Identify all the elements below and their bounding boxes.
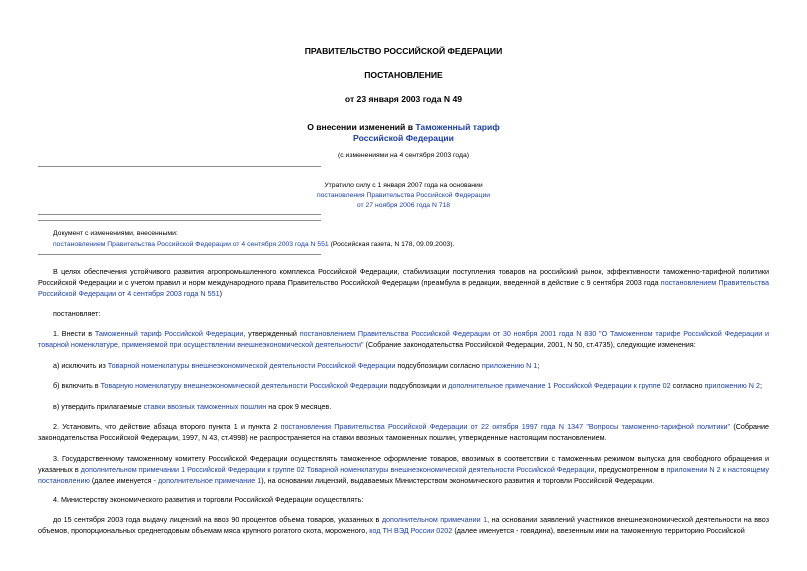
item-2-paragraph: 2. Установить, что действие абзаца второго пункта 1 и пункта 2 постановления Правительства Российской Федерации от 22 октября 1997 года N 1347 "Вопросы таможенно-тарифной политики" (Собрание законодательства Российской Федерации, 1997, N 43, ст.4998) не распространяется на ставки ввозных таможенных пошлин, утвержденные настоящим постановлением.: [38, 422, 769, 442]
customs-tariff-rf-link[interactable]: Таможенный тариф Российской Федерации: [94, 329, 244, 338]
preamble-paragraph: В целях обеспечения устойчивого развития агропромышленного комплекса Российской Федерации, стабилизации поступления товаров на российский рынок, эффективности таможенно-тарифной политики Российской Федерации и с учетом правил и норм международного права Правительство Российской Федерации (преамбула в редакции, введенной в действие с 9 сентября 2003 года постановлением Правительства Российской Федерации от 4 сентября 2003 года N 551): [38, 267, 769, 298]
divider: [38, 254, 321, 255]
divider: [38, 220, 321, 221]
item-1c-paragraph: в) утвердить прилагаемые ставки ввозных таможенных пошлин на срок 9 месяцев.: [53, 402, 332, 411]
changes-source: (Российская газета, N 178, 09.09.2003).: [330, 241, 455, 248]
amending-decree-link[interactable]: постановлением Правительства Российской Федерации от 4 сентября 2003 года N 551: [53, 241, 329, 248]
russian-federation-link[interactable]: Российской Федерации: [353, 133, 454, 143]
tn-ved-include-link[interactable]: Товарную номенклатуру внешнеэкономической деятельности Российской Федерации: [100, 381, 388, 390]
expired-note: [0, 181, 807, 211]
document-date: от 23 января 2003 года N 49: [344, 94, 463, 104]
amended-note: (с изменениями на 4 сентября 2003 года): [338, 152, 469, 159]
expired-line: Утратило силу с 1 января 2007 года на основании: [324, 182, 483, 189]
changes-label: Документ с изменениями, внесенными:: [53, 230, 178, 237]
changes-block: [53, 228, 769, 250]
expired-decree-date-link[interactable]: от 27 ноября 2006 года N 718: [356, 202, 451, 209]
government-heading: ПРАВИТЕЛЬСТВО РОССИЙСКОЙ ФЕДЕРАЦИИ: [304, 46, 503, 56]
document-type: ПОСТАНОВЛЕНИЕ: [364, 70, 443, 80]
expired-decree-link[interactable]: постановления Правительства Российской Федерации: [316, 192, 491, 199]
customs-tariff-link[interactable]: Таможенный тариф: [415, 122, 500, 132]
additional-note-1-import-link[interactable]: дополнительном примечании 1: [381, 515, 488, 524]
preamble-decree-link[interactable]: постановлением Правительства Российской Федерации от 4 сентября 2003 года N 551: [38, 278, 769, 298]
divider: [38, 166, 321, 167]
appendix-1-link[interactable]: приложению N 1: [481, 361, 538, 370]
item-4-paragraph: 4. Министерству экономического развития и торговли Российской Федерации осуществлять:: [53, 495, 364, 504]
item-4a-paragraph: до 15 сентября 2003 года выдачу лицензий на ввоз 90 процентов объема товаров, указанных в дополнительном примечании 1, на основании заявлений участников внешнеэкономической деятельности на ввоз объемов, пропорциональных среднегодовым объемам мяса крупного рогатого скота, мороженого, код ТН ВЭД России 0202 (далее именуется - говядина), ввезенным ими на таможенную территорию Российской: [38, 515, 769, 535]
appendix-2-decree-link[interactable]: приложении N 2 к настоящему постановлению: [38, 465, 770, 485]
decree-1347-link[interactable]: постановления Правительства Российской Федерации от 22 октября 1997 года N 1347 "Вопросы таможенно-тарифной политики": [280, 422, 731, 431]
item-1b-paragraph: б) включить в Товарную номенклатуру внешнеэкономической деятельности Российской Федерации подсубпозиции и дополнительное примечание 1 Российской Федерации к группе 02 согласно приложению N 2;: [53, 381, 762, 390]
tn-ved-0202-link[interactable]: код ТН ВЭД России 0202: [369, 526, 453, 535]
item-1-paragraph: 1. Внести в Таможенный тариф Российской Федерации, утвержденный постановлением Правительства Российской Федерации от 30 ноября 2001 года N 830 "О Таможенном тарифе Российской Федерации и товарной номенклатуре, применяемой при осуществлении внешнеэкономической деятельности" (Собрание законодательства Российской Федерации, 2001, N 50, ст.4735), следующие изменения:: [38, 329, 770, 349]
tn-ved-link[interactable]: Товарной номенклатуры внешнеэкономической деятельности Российской Федерации: [107, 361, 396, 370]
additional-note-group-02-link[interactable]: дополнительном примечании 1 Российской Федерации к группе 02 Товарной номенклатуры внешнеэкономической деятельности Российской Федерации: [80, 465, 595, 474]
appendix-2-link[interactable]: приложению N 2: [704, 381, 760, 390]
divider: [38, 214, 321, 215]
additional-note-link[interactable]: дополнительное примечание 1 Российской Федерации к группе 02: [448, 381, 671, 390]
document-title: [0, 122, 807, 144]
decrees-line: постановляет:: [53, 309, 101, 318]
decree-830-link[interactable]: постановлением Правительства Российской Федерации от 30 ноября 2001 года N 830 "О Таможенном тарифе Российской Федерации и товарной номенклатуре, применяемой при осуществлении внешнеэкономической деятельности": [38, 329, 770, 349]
import-duty-rates-link[interactable]: ставки ввозных таможенных пошлин: [143, 402, 267, 411]
title-prefix: О внесении изменений в: [307, 122, 413, 132]
item-1a-paragraph: а) исключить из Товарной номенклатуры внешнеэкономической деятельности Российской Федерации подсубпозиции согласно приложению N 1;: [53, 361, 540, 370]
additional-note-1-link[interactable]: дополнительное примечание 1: [157, 476, 262, 485]
item-3-paragraph: 3. Государственному таможенному комитету Российской Федерации осуществлять таможенное оформление товаров, ввозимых в соответствии с таможенным режимом выпуска для свободного обращения и указанных в дополнительном примечании 1 Российской Федерации к группе 02 Товарной номенклатуры внешнеэкономической деятельности Российской Федерации, предусмотренном в приложении N 2 к настоящему постановлению (далее именуется - дополнительное примечание 1), на основании лицензий, выдаваемых Министерством экономического развития и торговли Российской Федерации.: [38, 454, 770, 485]
